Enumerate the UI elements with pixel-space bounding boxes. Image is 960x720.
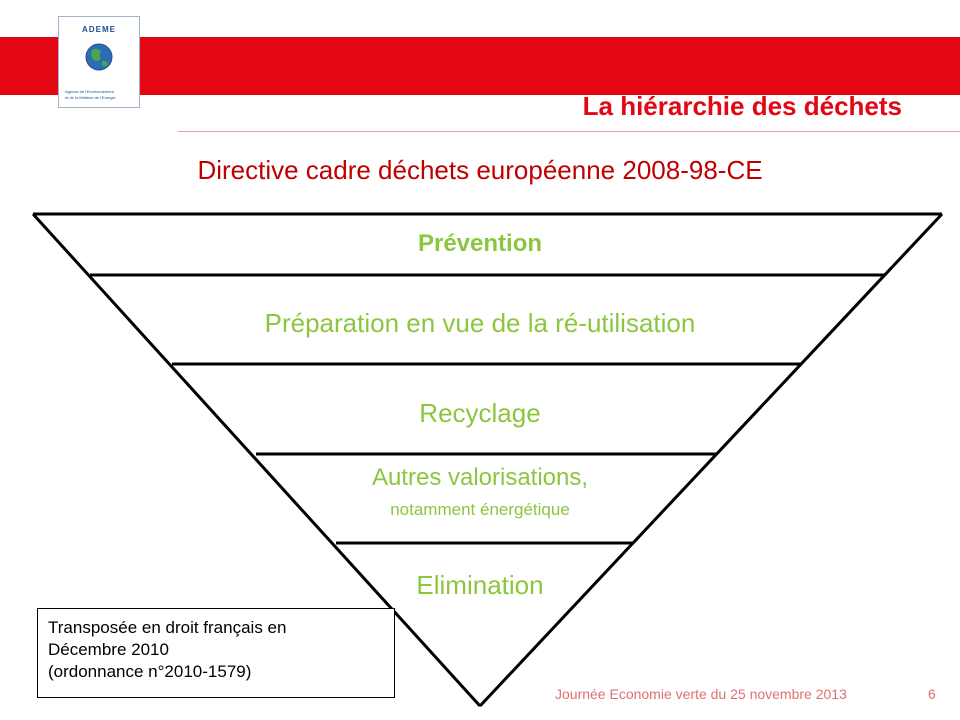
level-reuse-preparation: Préparation en vue de la ré-utilisation	[264, 308, 696, 338]
slide-subtitle: Directive cadre déchets européenne 2008-98-CE	[197, 155, 763, 185]
level-other-recovery: Autres valorisations,	[371, 464, 589, 491]
note-line-3: (ordonnance n°2010-1579)	[48, 662, 252, 681]
transposition-note	[37, 608, 395, 698]
level-prevention: Prévention	[417, 230, 543, 257]
level-recycling: Recyclage	[419, 398, 541, 428]
note-line-1: Transposée en droit français en	[48, 618, 287, 637]
page-number: 6	[928, 686, 936, 702]
logo-tagline-2: et de la Maîtrise de l'Energie	[65, 95, 116, 100]
level-elimination: Elimination	[416, 570, 544, 600]
level-other-recovery-detail: notamment énergétique	[390, 500, 570, 519]
note-line-2: Décembre 2010	[48, 640, 169, 659]
footer-event: Journée Economie verte du 25 novembre 2013	[555, 686, 847, 702]
logo-tagline-1: Agence de l'Environnement	[65, 89, 114, 94]
logo-brand: ADEME	[82, 25, 116, 34]
slide-title: La hiérarchie des déchets	[582, 91, 902, 121]
